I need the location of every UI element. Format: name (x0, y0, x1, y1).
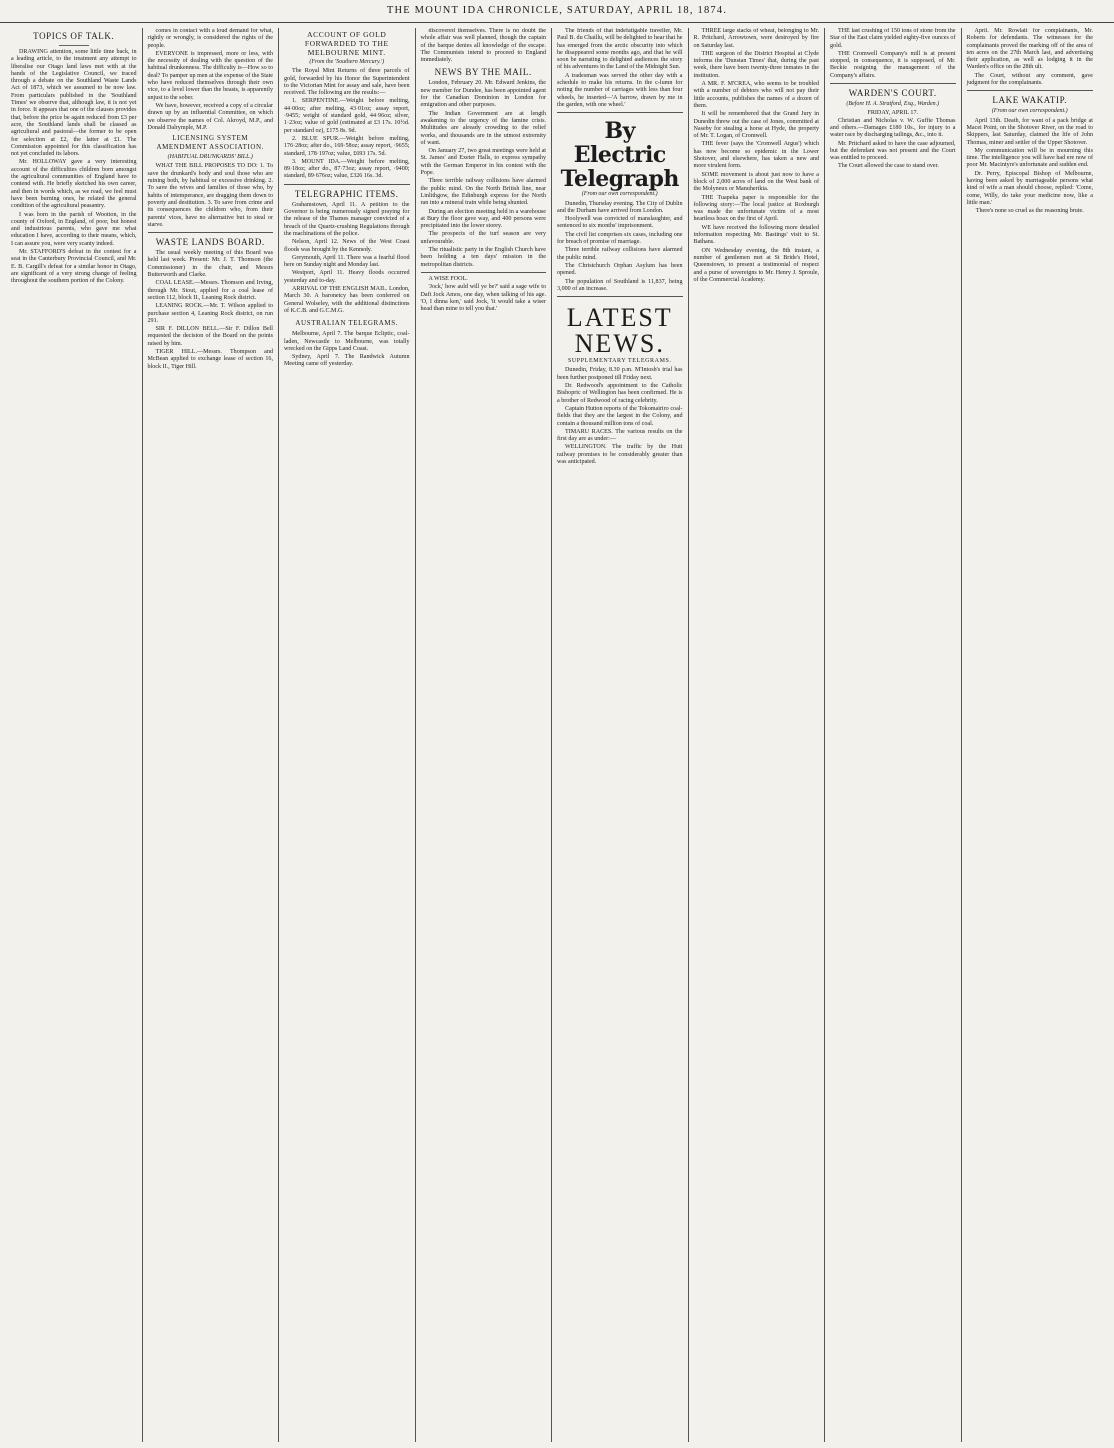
article-paragraph: Three terrible railway collisions have alarmed the public mind. On the North British line, near Linlithgow, the Edinburgh express for the North ran into a mineral train while being shunted. (420, 178, 546, 207)
wise-fool-heading: A WISE FOOL. (428, 275, 468, 282)
article-paragraph: We have, however, received a copy of a circular drawn up by an influential Committee, on which we observe the names of Col. Akroyd, M.P., and Donald Dalrymple, M.P. (147, 102, 273, 131)
heading-australian: AUSTRALIAN TELEGRAMS. (295, 319, 399, 328)
article-paragraph: The Court, without any comment, gave judgment for the complainants. (966, 72, 1093, 87)
article-paragraph: SOME movement is about just now to have a block of 2,000 acres of land on the West bank of the Molyneux or Manuherikia. (693, 171, 819, 193)
article-paragraph: On January 27, two great meetings were held at St. James' and Exeter Halls, to express sympathy with the German Emperor in his contest with the Pope. (420, 148, 546, 177)
article-paragraph: THE last crushing of 150 tons of stone from the Star of the East claim yielded eighty-five ounces of gold. (830, 28, 956, 49)
article-paragraph: LEANING ROCK.—Mr. T. Wilson applied to purchase section 4, Leaning Rock district, on run 291. (147, 303, 273, 324)
subheading-lake: (From our own correspondent.) (991, 108, 1068, 115)
article-paragraph: Mr. STAFFORD'S defeat in the contest for a seat in the Canterbury Provincial Council, and Mr. E. B. Cargill's defeat for a similar honor in Otago, are significant of a very strong change of feeling throughout the southern portion of the Colony. (11, 249, 137, 285)
heading-gold-account: ACCOUNT OF GOLD FORWARDED TO THE MELBOURNE MINT. (304, 30, 389, 57)
article-paragraph: Grahamstown, April 11. A petition to the Governor is being numerously signed praying for the release of the Thames manager convicted of a breach of the Quartz-crushing Regulations through the machinations of the police. (284, 201, 410, 237)
article-paragraph: TIGER HILL.—Messrs. Thompson and McBean applied to exchange lease of section 16, block II., Tiger Hill. (147, 348, 273, 370)
article-paragraph: The population of Southland is 11,837, being 3,000 of an increase. (557, 278, 683, 292)
subheading-telegraph: (From our own correspondent.) (581, 191, 658, 198)
article-paragraph: The ritualistic party in the English Church have been holding a ten days' mission in the metropolitan districts. (420, 247, 546, 268)
subheading-gold: (From the 'Southern Mercury.') (309, 59, 385, 65)
columns (6, 28, 1108, 1442)
article-paragraph: ARRIVAL OF THE ENGLISH MAIL. London, March 30. A baronetcy has been conferred on General Wolseley, with the additional distinctions of K.C.B. and G.C.M.G. (284, 286, 410, 314)
heading-waste-lands: WASTE LANDS BOARD. (155, 237, 265, 248)
article-paragraph: THE fever (says the 'Cromwell Argus') which has now become so epidemic in the Lower Shotover, and elsewhere, has taken a new and more virulent form. (693, 141, 819, 170)
article-paragraph: THE Tuapeka paper is responsible for the following story:—The local justice at Roxburgh was made the unfortunate victim of a most heartless hoax on the first of April. (693, 194, 819, 223)
bill-list: WHAT THE BILL PROPOSES TO DO: 1. To save the drunkard's body and soul those who are ruining both, by habitual or excessive drinking. 2. To save the wives and families of those who, by habits of intemperance, are dragging them down to poverty and destitution. 3. To save from crime and its consequences the children who, from their parents' vices, have no alternative but to steal or starve. (147, 163, 273, 228)
date-line: FRIDAY, APRIL 17. (867, 110, 919, 117)
article-paragraph: DRAWING attention, some little time back, in a leading article, to the treatment any attempt to liberalise our Otago land laws met with at the hands of the Legislative Council, we traced through a debate on the Southland Waste Lands Act of 1873, which we assumed to be now law. From particulars published in the 'Southland Times' we observe that, although law, it is not yet in force. It appears that one of the clauses provides that, before the price be again reduced from £3 per acre, the Southland lands shall be classed as agricultural and pastoral—the former to be open for selection at £2, the latter at £1. The Commission appointed for this classification has not yet concluded its labors. (11, 49, 137, 158)
article-paragraph: Sydney, April 7. The Randwick Autumn Meeting came off yesterday. (284, 354, 410, 368)
article-paragraph: COAL LEASE.—Messrs. Thomson and Irving, through Mr. Stout, applied for a coal lease of section 112, block II., Leaning Rock district. (147, 280, 273, 301)
article-paragraph: Dunedin, Thursday evening. The City of Dublin and the Durham have arrived from London. (557, 200, 683, 214)
article-paragraph: My communication will be in mourning this time. The intelligence you will have had ere now of poor Mr. Macintyre's unfortunate and sudden end. (966, 147, 1093, 169)
article-paragraph: The Christchurch Orphan Asylum has been opened. (557, 262, 683, 277)
article-paragraph: The Court allowed the case to stand over. (838, 163, 939, 170)
masthead: THE MOUNT IDA CHRONICLE, SATURDAY, APRIL 18, 1874. (0, 0, 1114, 23)
article-paragraph: 3. MOUNT IDA.—Weight before melting, 89·18oz; after do., 87·73oz; assay report, ·9400; standard, 89·676oz; value, £326 16s. 3d. (284, 158, 410, 180)
article-paragraph: The friends of that indefatigable traveller, Mr. Paul B. du Chaillu, will be delighted to hear that he has emerged from the arctic obscurity into which he disappeared some months ago, and that he will soon be narrating to delighted audiences the story of his adventures in the Land of the Midnight Sun. (557, 28, 683, 71)
article-paragraph: April 13th. Death, for want of a pack bridge at Macei Point, on the Shotover River, on the road to Skippers, last Saturday, claimed the life of John Thomas, miner and settler of the Upper Shotover. (966, 117, 1093, 146)
article-paragraph: THREE large stacks of wheat, belonging to Mr. R. Pritchard, Arrowtown, were destroyed by fire on Saturday last. (693, 28, 819, 49)
closing-line: There's none so cruel as the reasoning brute. (975, 208, 1084, 215)
column-8 (962, 28, 1099, 1442)
column-1 (6, 28, 143, 1442)
heading-news-by-mail: NEWS BY THE MAIL. (434, 67, 532, 78)
article-paragraph: WE have received the following more detailed information respecting Mr. Bastings' visit to St. Bathans. (693, 224, 819, 246)
article-paragraph: Westport, April 11. Heavy floods occurred yesterday and to-day. (284, 270, 410, 284)
article-paragraph: 2. BLUE SPUR.—Weight before melting, 176·28oz; after do., 169·58oz; assay report, ·9655; standard, 178·197oz; value, £693 17s. 5d. (284, 135, 410, 157)
subheading-supplementary: SUPPLEMENTARY TELEGRAMS. (567, 358, 672, 365)
article-paragraph: The usual weekly meeting of this Board was held last week. Present: Mr. J. T. Thomson (the Commissioner) in the chair, and Messrs Butterworth and Clarke. (147, 250, 273, 279)
article-paragraph: Captain Hutton reports of the Tokomairiro coal-fields that they are the largest in the Colony, and contain a thousand million tons of coal. (557, 405, 683, 427)
heading-telegraphic: TELEGRAPHIC ITEMS. (294, 188, 399, 199)
article-paragraph: It will be remembered that the Grand Jury in Dunedin threw out the case of Jones, committed at Naseby for stealing a horse at Hyde, the property of Mr. T. Logan, of Cromwell. (693, 111, 819, 140)
divider (148, 232, 274, 233)
heading-latest-news: LATEST NEWS. (566, 303, 673, 359)
article-paragraph: Three terrible railway collisions have alarmed the public mind. (557, 247, 683, 261)
article-paragraph: ON Wednesday evening, the 8th instant, a number of gentlemen met at St Bride's Hotel, Queenstown, to present a testimonial of respect and a purse of sovereigns to Mr. Henry J. Sproule, of the Commercial Academy. (693, 247, 819, 283)
article-paragraph: Christian and Nicholas v. W. Guffie Thomas and others.—Damages £180 10s., for injury to a water race by discharging tailings, &c., into it. (830, 117, 956, 139)
heading-wardens-court: WARDEN'S COURT. (848, 88, 937, 99)
article-paragraph: I was born in the parish of Wootton, in the county of Oxford, in England, of poor, but honest and industrious parents, who gave me what education I have, according to their means, which, I can assure you, were very scanty indeed. (11, 211, 137, 247)
subheading-licensing: (HABITUAL DRUNKARDS' BILL.) (167, 154, 253, 161)
column-4 (416, 28, 553, 1442)
column-3 (279, 28, 416, 1442)
article-paragraph: London, February 20. Mr. Edward Jenkins, the new member for Dundee, has been appointed agent for the Canadian Dominion in London for emigration and other purposes. (420, 80, 546, 109)
article-paragraph: THE surgeon of the District Hospital at Clyde informs the 'Dunstan Times' that, during the past week, there have been twenty-three inmates in the institution. (693, 50, 819, 79)
article-paragraph: The prospects of the turf season are very unfavourable. (420, 231, 546, 245)
column-7 (825, 28, 962, 1442)
article-paragraph: During an election meeting held in a warehouse at Bury the floor gave way, and 400 persons were precipitated into the lower storey. (420, 208, 546, 230)
divider (59, 45, 89, 46)
article-paragraph: comes in contact with a loud demand for what, rightly or wrongly, is considered the rights of the people. (147, 28, 273, 49)
heading-licensing: LICENSING SYSTEM AMENDMENT ASSOCIATION. (156, 134, 265, 152)
article-paragraph: 1. SERPENTINE.—Weight before melting, 44·00oz; after melting, 43·01oz; assay report, ·9455; weight of standard gold, 44·96oz; silver, 1·23oz; value of gold (estimated at £3 17s. 10½d. per standard oz), £175 8s. 9d. (284, 98, 410, 134)
article-paragraph: EVERYONE is impressed, more or less, with the necessity of dealing with the question of the habitual drunkenness. The difficulty is—How so to deal? To pamper up men at the expense of the State who have reduced themselves through their own vice, to a level lower than the beasts, is apparently unjust to the sober. (147, 50, 273, 101)
article-paragraph: Mr. Pritchard asked to have the case adjourned, but the defendant was not present and the Court was entitled to proceed. (830, 140, 956, 162)
article-paragraph: The Indian Government are at length awakening to the urgency of the famine crisis. Multitudes are already crowding to the relief works, and thousands are in the utmost extremity of want. (420, 110, 546, 146)
article-paragraph: The Royal Mint Returns of three parcels of gold, forwarded by his Honor the Superintendent to the Victorian Mint for assay and sale, have been received. The following are the results:— (284, 68, 410, 97)
article-paragraph: Dunedin, Friday, 8.30 p.m. M'Intosh's trial has been further postponed till Friday next. (557, 367, 683, 381)
divider (421, 272, 547, 273)
subheading-wardens: (Before H. A. Stratford, Esq., Warden.) (846, 101, 940, 108)
article-paragraph: April. Mr. Rowlatt for complainants, Mr. Roberts for defendants. The witnesses for the complainants proved the marking off of the area of ten acres on the 27th March last, and advertising their application, as well as lodging it in the Warden's office on the 28th ult. (966, 28, 1093, 71)
heading-topics-of-talk: TOPICS OF TALK. (33, 31, 115, 41)
divider (557, 112, 683, 113)
divider (830, 83, 956, 84)
article-paragraph: WELLINGTON. The traffic by the Hutt railway promises to be considerably greater than was anticipated. (557, 444, 683, 465)
divider (557, 296, 683, 297)
divider (284, 184, 410, 185)
article-paragraph: A tradesman was served the other day with a schedule to make his returns. In the c-lumn for noting the number of carriages with less than four wheels, he inserted—'A barrow, drawn by me in the garden, with one wheel.' (557, 72, 683, 108)
divider (967, 90, 1094, 91)
heading-electric-telegraph: By Electric Telegraph (560, 118, 679, 193)
article-paragraph: THE Cromwell Company's mill is at present stopped, in consequence, it is supposed, of Mr. Beckie resigning the management of the Company's affairs. (830, 50, 956, 79)
article-paragraph: Dr. Redwood's appointment to the Catholic Bishopric of Wellington has been confirmed. He is a brother of Redwood of racing celebrity. (557, 383, 683, 404)
article-paragraph: Greymouth, April 11. There was a fearful flood here on Sunday night and Monday last. (284, 254, 410, 269)
column-2 (143, 28, 280, 1442)
article-paragraph: Dr. Perry, Episcopal Bishop of Melbourne, having been asked by marriageable persons what kind of wife a man should choose, replied: 'Come, come, Willy, do take your medicine now, like a little man.' (966, 170, 1093, 206)
article-paragraph: Nelson, April 12. News of the West Coast floods was brought by the Kennedy. (284, 239, 410, 253)
article-paragraph: TIMARU RACES. The various results on the first day are as under:— (557, 428, 683, 443)
heading-lake-wakatip: LAKE WAKATIP. (992, 95, 1068, 106)
article-paragraph: discovered themselves. There is no doubt the whole affair was well planned, though the captain of the barque denies all knowledge of the escape. The Communists intend to proceed to England immediately. (420, 28, 546, 64)
article-paragraph: A MR. F. M'CREA, who seems to be troubled with a number of debtors who will not pay their little accounts, publishes the names of a dozen of them. (693, 81, 819, 109)
column-5 (552, 28, 689, 1442)
article-paragraph: Melbourne, April 7. The barque Ecliptic, coal-laden, Newcastle to Melbourne, was totally wrecked on the Gipps Land Coast. (284, 331, 410, 352)
article-paragraph: The civil list comprises six cases, including one for breach of promise of marriage. (557, 231, 683, 246)
article-paragraph: Hoolywell was convicted of manslaughter, and sentenced to six months' imprisonment. (557, 216, 683, 230)
article-paragraph: SIR F. DILLON BELL.—Sir F. Dillon Bell requested the decision of the Board on the points raised by him. (147, 326, 273, 347)
article-paragraph: 'Jock,' how auld will ye be?' said a sage wife to Daft Jock Amos, one day, when talking of his age. 'O, I dinna ken,' said Jock, 'it would take a wiser head than mine to tell you that.' (420, 284, 546, 313)
column-6 (689, 28, 826, 1442)
article-paragraph: Mr. HOLLOWAY gave a very interesting account of the difficulties children born amongst the agricultural communities of England have to contend with. He briefly sketched his own career, and then in words which, as we read, we feel must have been burning ones, he related the general condition of the agricultural peasantry. (11, 159, 137, 210)
